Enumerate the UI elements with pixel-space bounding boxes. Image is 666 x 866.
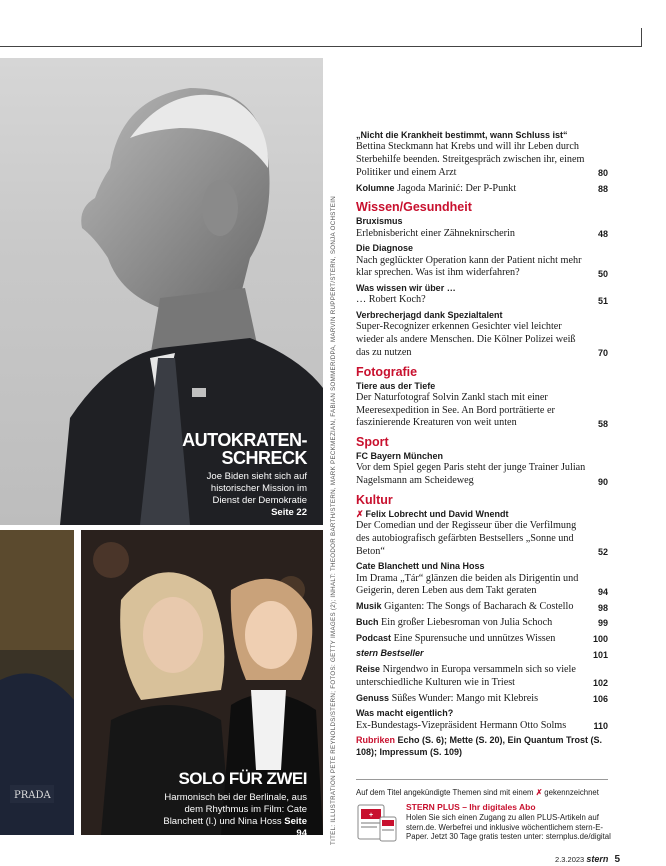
toc-entry-head: Reise xyxy=(356,664,381,674)
note-text-before: Auf dem Titel angekündigte Themen sind mit einem xyxy=(356,788,534,797)
rubriken-label: Rubriken xyxy=(356,735,396,746)
toc-entry-head: Felix Lobrecht und David Wnendt xyxy=(365,508,509,519)
cate-caption-text: Harmonisch bei der Berlinale, aus dem Rhythmus im Film: Cate Blanchett (l.) und Nina Hoss xyxy=(163,792,307,827)
toc-entry-text: Der Naturfotograf Solvin Zankl stach mit einer Meeresexpedition in See. An Bord porträtierte er faszinierende Kreaturen von weit unten xyxy=(356,391,555,429)
toc-entry[interactable] xyxy=(356,216,608,240)
toc-entry-page: 94 xyxy=(597,586,608,597)
toc-entry-page: 101 xyxy=(592,649,608,660)
toc-entry-text: Ein großer Liebesroman von Julia Schoch xyxy=(381,616,553,628)
biden-caption xyxy=(197,471,307,519)
toc-entry[interactable] xyxy=(356,130,608,180)
page-number: 5 xyxy=(614,854,620,865)
header-rule xyxy=(0,46,642,47)
toc-entry-page: 90 xyxy=(597,476,608,487)
toc-entry-text: Bettina Steckmann hat Krebs und will ihr Leben durch Sterbehilfe beenden. Streitgespräch zwischen ihr, einem Politiker und einem Arzt xyxy=(356,141,585,178)
toc-entry-head: stern Bestseller xyxy=(356,648,424,659)
toc-entry-page: 110 xyxy=(593,721,608,731)
toc-entry-text: Super-Recognizer erkennen Gesichter viel leichter wieder als andere Menschen. Die Kölner Polizei weiß das zu nutzen xyxy=(356,321,576,358)
stern-plus-device-icon xyxy=(356,803,400,843)
section-title-wissen: Wissen/Gesundheit xyxy=(356,200,472,215)
toc-entry-head: Genuss xyxy=(356,692,390,703)
toc-entry-text: Vor dem Spiel gegen Paris steht der junge Trainer Julian Nagelsmann am Scheideweg xyxy=(356,462,586,486)
issue-date: 2.3.2023 xyxy=(555,855,585,864)
toc-entry-head: „Nicht die Krankheit bestimmt, wann Schluss ist“ xyxy=(356,130,568,140)
toc-entry-page: 99 xyxy=(597,618,608,629)
toc-entry-head: Die Diagnose xyxy=(356,243,414,254)
toc-entry[interactable] xyxy=(356,283,608,307)
divider xyxy=(356,779,608,780)
cate-illustration xyxy=(81,530,323,835)
section-title-fotografie: Fotografie xyxy=(356,364,418,379)
table-of-contents xyxy=(356,130,608,759)
page-footer xyxy=(555,854,620,865)
photo-cate-blanchett-nina-hoss xyxy=(81,530,323,835)
jacket-illustration xyxy=(0,530,74,835)
star-marker-icon: ✗ xyxy=(356,508,364,519)
toc-entry[interactable] xyxy=(356,451,608,488)
toc-entry[interactable] xyxy=(356,601,608,614)
toc-entry-head: Kolumne xyxy=(356,182,395,193)
toc-entry-head: Verbrecherjagd dank Spezialtalent xyxy=(356,310,503,320)
toc-entry-head: Was macht eigentlich? xyxy=(356,708,454,719)
cate-page-ref: Seite 94 xyxy=(284,815,307,835)
toc-entry-text: Süßes Wunder: Mango mit Klebreis xyxy=(391,692,539,704)
toc-entry-page: 48 xyxy=(597,229,608,239)
toc-entry-text: Giganten: The Songs of Bacharach & Costello xyxy=(384,601,574,612)
toc-entry-page: 98 xyxy=(597,602,608,613)
stern-plus-title: STERN PLUS – Ihr digitales Abo xyxy=(406,802,536,812)
toc-entry-head: Podcast xyxy=(356,632,392,643)
toc-entry-text: … Robert Koch? xyxy=(356,294,426,306)
rubriken xyxy=(356,735,608,758)
toc-entry[interactable] xyxy=(356,664,608,690)
biden-caption-title-line-2: SCHRECK xyxy=(221,448,307,468)
toc-entry-page: 102 xyxy=(592,678,608,689)
toc-entry-text: Erlebnisbericht einer Zähneknirscherin xyxy=(356,227,515,239)
photo-credits: TITEL: ILLUSTRATION PETE REYNOLDS/STERN; FOTOS: GETTY IMAGES (2); INHALT: THEODOR BARTH/STERN, MARK PECKMEZIAN, FABIAN SOMMER/DPA, MARVIN RUPPERT/STERN, SONJA OCHSTEIN xyxy=(330,195,337,845)
cover-topics-note xyxy=(356,788,616,797)
toc-entry-page: 70 xyxy=(597,348,608,359)
toc-entry-text: Im Drama „Tár“ glänzen die beiden als Dirigentin und Geigerin, deren Leben aus dem Takt geraten xyxy=(356,572,579,597)
toc-entry-head: Tiere aus der Tiefe xyxy=(356,380,436,391)
toc-entry[interactable] xyxy=(356,648,608,661)
toc-entry-head: FC Bayern München xyxy=(356,451,444,461)
brand-logo: stern xyxy=(586,854,609,864)
toc-entry-text: Der Comedian und der Regisseur über die Verfilmung des autobiografisch gefärbten Bestsellers „Sonne und Beton“ xyxy=(356,520,577,557)
toc-entry-text: Nach geglückter Operation kann der Patient nicht mehr klar sprechen. Was ist ihm widerfahren? xyxy=(356,254,582,279)
header-rule-end xyxy=(641,28,642,46)
toc-entry[interactable] xyxy=(356,243,608,280)
biden-page-ref: Seite 22 xyxy=(271,506,307,518)
toc-entry[interactable] xyxy=(356,310,608,360)
stern-plus-promo[interactable] xyxy=(356,803,626,853)
toc-entry-text: Jagoda Marinić: Der P-Punkt xyxy=(397,182,517,194)
toc-entry-head: Buch xyxy=(356,616,379,627)
toc-entry-text: Nirgendwo in Europa versammeln sich so viele unterschiedliche Kulturen wie in Triest xyxy=(356,664,576,688)
stern-plus-text: Holen Sie sich einen Zugang zu allen PLUS-Artikeln auf stern.de. Werbefrei und inklusive wöchentlichem stern-E-Paper. Jetzt 30 Tage gratis testen unter: sternplus.de/digital xyxy=(406,813,611,841)
toc-entry[interactable] xyxy=(356,708,608,732)
section-title-kultur: Kultur xyxy=(356,492,393,507)
toc-entry-page: 106 xyxy=(592,694,608,704)
toc-entry[interactable] xyxy=(356,633,608,646)
photo-left-crop xyxy=(0,530,74,835)
section-title-sport: Sport xyxy=(356,435,389,449)
toc-entry[interactable] xyxy=(356,509,608,559)
star-marker-icon: ✗ xyxy=(535,788,543,797)
rubriken-text: Echo (S. 6); Mette (S. 20), Ein Quantum Trost (S. 108); Impressum (S. 109) xyxy=(356,735,603,757)
prada-label: PRADA xyxy=(14,790,51,801)
toc-entry-page: 50 xyxy=(597,268,608,279)
note-text-after: gekennzeichnet xyxy=(544,788,599,797)
toc-entry-text: Eine Spurensuche und unnützes Wissen xyxy=(393,632,556,644)
toc-entry[interactable] xyxy=(356,693,608,706)
photo-biden xyxy=(0,58,323,525)
toc-entry[interactable] xyxy=(356,183,608,196)
toc-entry-page: 88 xyxy=(597,184,608,194)
cate-caption xyxy=(157,792,307,835)
toc-entry-page: 52 xyxy=(597,547,608,557)
toc-entry-head: Bruxismus xyxy=(356,216,403,227)
toc-entry-head: Was wissen wir über … xyxy=(356,283,456,293)
biden-caption-title-line-1: AUTOKRATEN- xyxy=(182,430,307,450)
svg-text:+: + xyxy=(368,812,374,819)
toc-entry-page: 51 xyxy=(597,295,608,306)
toc-entry[interactable] xyxy=(356,381,608,431)
biden-caption-title xyxy=(182,431,307,467)
toc-entry-text: Ex-Bundestags-Vizepräsident Hermann Otto Solms xyxy=(356,719,567,731)
biden-caption-text: Joe Biden sieht sich auf historischer Mission im Dienst der Demokratie xyxy=(206,471,307,506)
toc-entry[interactable] xyxy=(356,617,608,630)
toc-entry-page: 100 xyxy=(592,634,608,644)
toc-entry-page: 80 xyxy=(597,168,608,179)
cate-caption-title: SOLO FÜR ZWEI xyxy=(178,769,307,788)
toc-entry-head: Cate Blanchett und Nina Hoss xyxy=(356,561,485,572)
toc-entry-page: 58 xyxy=(597,418,608,429)
toc-entry[interactable] xyxy=(356,561,608,598)
toc-entry-head: Musik xyxy=(356,601,382,611)
